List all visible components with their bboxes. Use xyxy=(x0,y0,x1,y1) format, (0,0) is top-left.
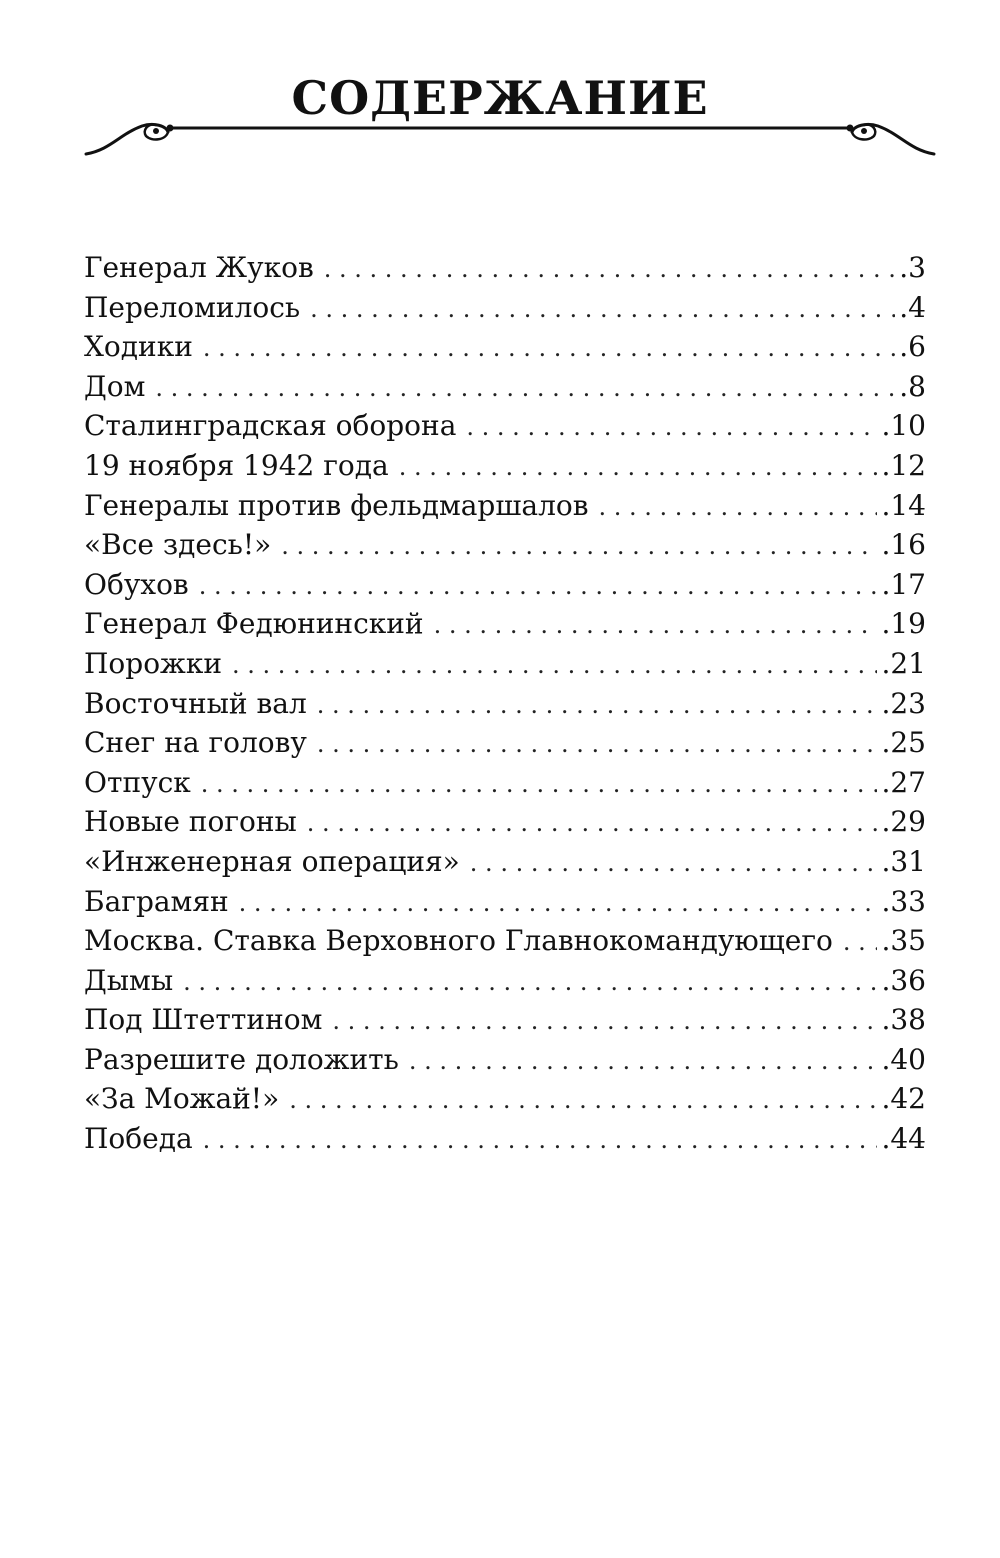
toc-entry-page: .38 xyxy=(881,1003,926,1037)
dot-leader xyxy=(470,844,878,884)
toc-entry[interactable] xyxy=(84,525,926,565)
dot-leader xyxy=(155,369,895,409)
dot-leader xyxy=(239,884,878,924)
dot-leader xyxy=(183,963,877,1003)
dot-leader xyxy=(199,567,878,607)
toc-entry-title: «Все здесь!» xyxy=(84,528,272,562)
toc-entry[interactable] xyxy=(84,921,926,961)
toc-entry-title: Генералы против фельдмаршалов xyxy=(84,488,589,522)
toc-entry-page: .16 xyxy=(881,528,926,562)
toc-entry[interactable] xyxy=(84,1119,926,1159)
toc-entry-page: .21 xyxy=(881,646,926,680)
toc-entry-title: Дымы xyxy=(84,963,174,997)
table-of-contents xyxy=(84,248,926,1159)
toc-entry-page: .31 xyxy=(881,844,926,878)
toc-entry[interactable] xyxy=(84,288,926,328)
toc-entry-title: Дом xyxy=(84,369,146,403)
toc-entry-page: .42 xyxy=(881,1082,926,1116)
toc-entry-page: .23 xyxy=(881,686,926,720)
toc-entry[interactable] xyxy=(84,248,926,288)
dot-leader xyxy=(324,250,896,290)
toc-entry-title: Снег на голову xyxy=(84,726,307,760)
toc-entry-page: .25 xyxy=(881,726,926,760)
dot-leader xyxy=(281,527,877,567)
toc-entry-page: .12 xyxy=(881,448,926,482)
dot-leader xyxy=(203,1121,878,1161)
page-title: СОДЕРЖАНИЕ xyxy=(291,71,709,125)
toc-entry-title: 19 ноября 1942 года xyxy=(84,448,389,482)
dot-leader xyxy=(399,448,878,488)
toc-entry[interactable] xyxy=(84,1040,926,1080)
toc-entry-page: .10 xyxy=(881,409,926,443)
toc-entry-title: Переломилось xyxy=(84,290,301,324)
toc-entry-title: Отпуск xyxy=(84,765,191,799)
dot-leader xyxy=(307,804,878,844)
toc-entry-title: Обухов xyxy=(84,567,189,601)
decorative-flourish-divider xyxy=(80,110,940,160)
toc-entry[interactable] xyxy=(84,763,926,803)
toc-entry[interactable] xyxy=(84,604,926,644)
toc-entry[interactable] xyxy=(84,367,926,407)
toc-entry[interactable] xyxy=(84,802,926,842)
toc-entry-title: «За Можай!» xyxy=(84,1082,280,1116)
dot-leader xyxy=(201,765,878,805)
left-flourish-icon xyxy=(86,124,174,154)
toc-entry-page: .33 xyxy=(881,884,926,918)
toc-entry[interactable] xyxy=(84,644,926,684)
toc-entry[interactable] xyxy=(84,882,926,922)
dot-leader xyxy=(332,1002,877,1042)
toc-entry-page: .35 xyxy=(881,924,926,958)
toc-entry-page: .14 xyxy=(881,488,926,522)
toc-entry[interactable] xyxy=(84,723,926,763)
toc-entry[interactable] xyxy=(84,327,926,367)
dot-leader xyxy=(289,1081,877,1121)
dot-leader xyxy=(598,488,877,528)
toc-entry[interactable] xyxy=(84,406,926,446)
toc-entry-page: .44 xyxy=(881,1122,926,1156)
toc-entry-title: Ходики xyxy=(84,330,193,364)
toc-entry-title: Восточный вал xyxy=(84,686,307,720)
toc-entry-title: Разрешите доложить xyxy=(84,1042,399,1076)
toc-entry-page: .40 xyxy=(881,1042,926,1076)
toc-entry-title: Победа xyxy=(84,1122,193,1156)
toc-entry-page: .8 xyxy=(899,369,926,403)
toc-entry-title: Сталинградская оборона xyxy=(84,409,457,443)
toc-entry-title: Новые погоны xyxy=(84,805,297,839)
toc-entry-page: .29 xyxy=(881,805,926,839)
dot-leader xyxy=(203,329,895,369)
dot-leader xyxy=(466,408,877,448)
right-flourish-icon xyxy=(847,124,935,154)
toc-entry-page: .3 xyxy=(899,251,926,284)
dot-leader xyxy=(310,290,895,330)
toc-entry-title: Порожки xyxy=(84,646,222,680)
toc-entry-title: Генерал Федюнинский xyxy=(84,607,424,641)
toc-entry[interactable] xyxy=(84,1079,926,1119)
dot-leader xyxy=(434,606,878,646)
toc-entry[interactable] xyxy=(84,684,926,724)
toc-entry-page: .17 xyxy=(881,567,926,601)
toc-entry-page: .36 xyxy=(881,963,926,997)
toc-entry[interactable] xyxy=(84,1000,926,1040)
toc-entry-title: Генерал Жуков xyxy=(84,251,314,284)
dot-leader xyxy=(317,686,878,726)
toc-entry-page: .27 xyxy=(881,765,926,799)
toc-entry-page: .6 xyxy=(899,330,926,364)
toc-entry-page: .4 xyxy=(899,290,926,324)
toc-entry-title: Москва. Ставка Верховного Главнокомандующего xyxy=(84,924,833,958)
toc-entry-title: «Инженерная операция» xyxy=(84,844,460,878)
dot-leader xyxy=(232,646,877,686)
toc-entry-page: .19 xyxy=(881,607,926,641)
dot-leader xyxy=(317,725,878,765)
toc-entry-title: Под Штеттином xyxy=(84,1003,323,1037)
dot-leader xyxy=(409,1042,878,1082)
toc-entry[interactable] xyxy=(84,486,926,526)
dot-leader xyxy=(843,923,878,963)
toc-entry[interactable] xyxy=(84,961,926,1001)
toc-entry[interactable] xyxy=(84,565,926,605)
toc-entry[interactable] xyxy=(84,842,926,882)
toc-entry[interactable] xyxy=(84,446,926,486)
toc-entry-title: Баграмян xyxy=(84,884,229,918)
